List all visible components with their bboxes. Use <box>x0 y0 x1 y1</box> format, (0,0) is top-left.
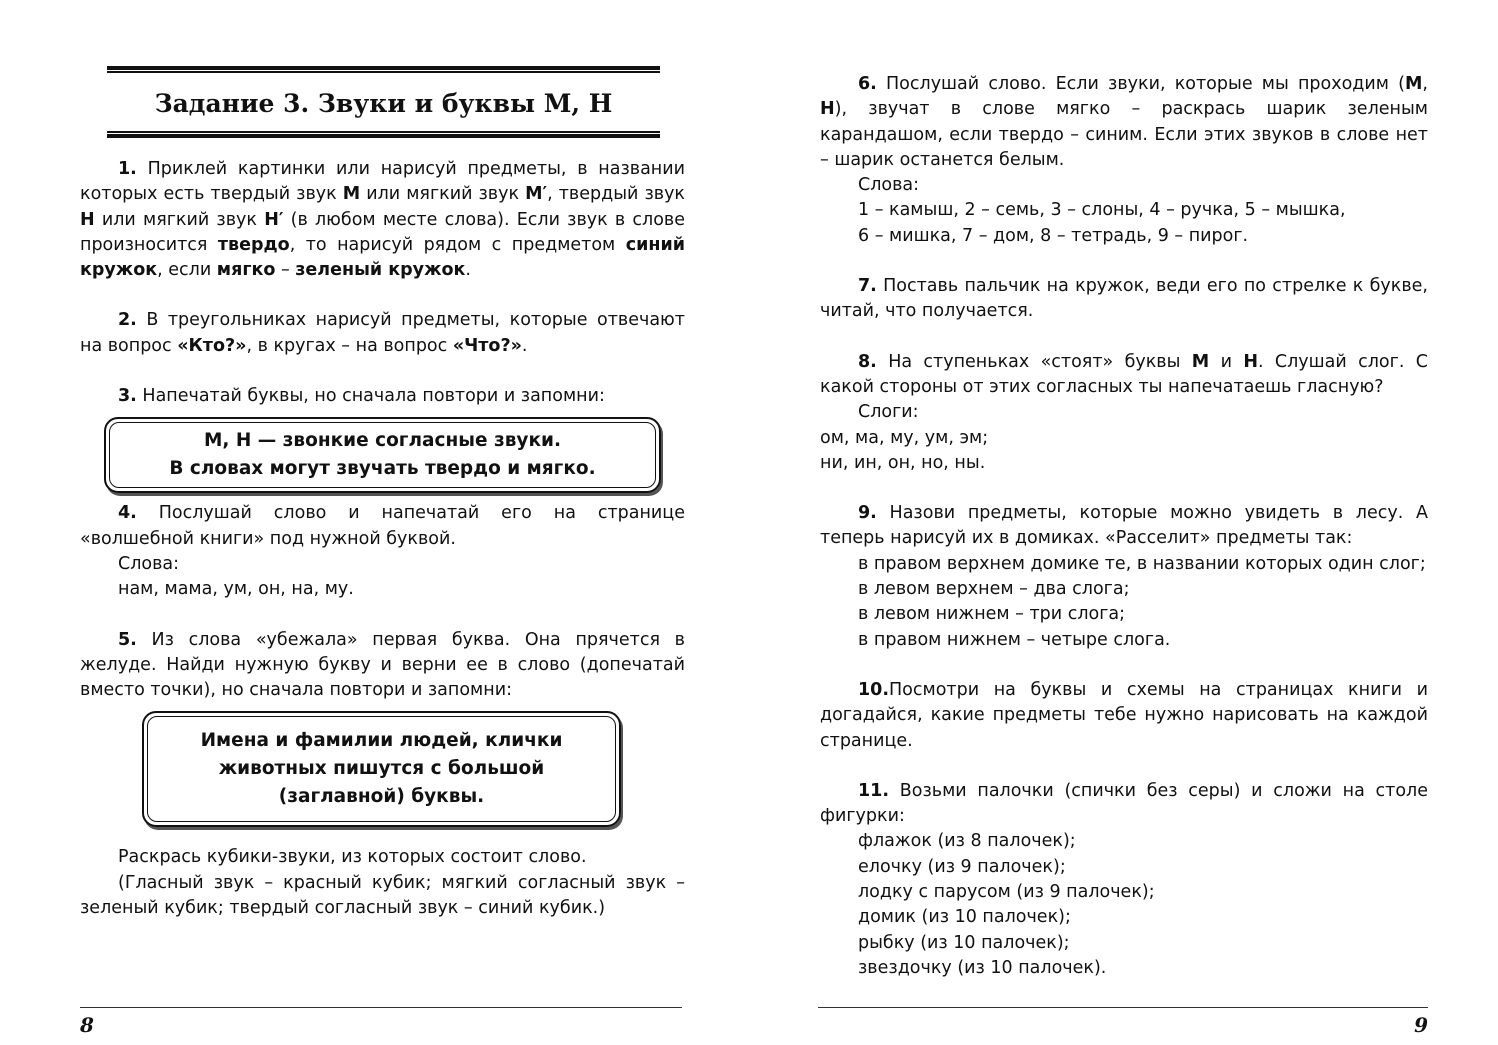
task-3 <box>80 384 685 409</box>
task-number: 3. <box>118 386 137 407</box>
task-number: 1. <box>118 159 137 179</box>
task-number: 11. <box>858 780 890 801</box>
task-number: 9. <box>858 503 877 524</box>
emphasis: зеленый кружок <box>295 260 466 281</box>
right-page-content <box>820 72 1428 981</box>
page-title: Задание 3. Звуки и буквы М, Н <box>154 89 613 118</box>
words-list: нам, мама, ум, он, на, му. <box>118 579 354 600</box>
task-number: 7. <box>858 276 877 297</box>
letter: Н <box>1243 351 1258 372</box>
list-item: в правом верхнем домике те, в названии которых один слог; <box>858 553 1426 574</box>
spacer <box>820 325 1428 350</box>
rule-box-inner <box>147 716 616 822</box>
rule-line: (заглавной) буквы. <box>278 786 485 808</box>
task-number: 10. <box>858 679 890 700</box>
task-11 <box>820 779 1428 830</box>
title-block <box>107 66 660 138</box>
rule-box-consonants <box>104 417 661 493</box>
right-page <box>818 0 1428 1045</box>
task-4 <box>80 501 685 552</box>
task-text: и <box>1209 351 1244 372</box>
spacer <box>80 359 685 384</box>
spacer <box>80 603 685 628</box>
left-page <box>80 0 685 1045</box>
emphasis: «Кто?» <box>177 335 247 356</box>
task-text: Поставь пальчик на кружок, веди его по стрелке к букве, читай, что получается. <box>820 276 1428 322</box>
task-number: 2. <box>118 310 137 331</box>
task-number: 6. <box>858 74 877 94</box>
letter: Н′ <box>264 209 284 230</box>
task-2 <box>80 308 685 359</box>
task-text: . <box>465 260 471 281</box>
letter: Н <box>80 209 95 230</box>
task-number: 5. <box>118 629 137 650</box>
task-text: В треугольниках нарисуй предметы, которые отвечают на вопрос <box>80 310 685 356</box>
task-text: (в любом месте слова). Если звук в слове произносится <box>80 209 686 255</box>
words-list: 6 – мишка, 7 – дом, 8 – тетрадь, 9 – пирог. <box>858 225 1249 246</box>
task-text: , твердый звук <box>547 184 685 205</box>
left-page-content <box>80 157 685 921</box>
list-item: в правом нижнем – четыре слога. <box>858 629 1171 650</box>
task-number: 8. <box>858 351 877 372</box>
task-text: Послушай слово и напечатай его на странице «волшебной книги» под нужной буквой. <box>80 503 685 549</box>
task-text: Посмотри на буквы и схемы на страницах книги и догадайся, какие предметы тебе нужно нарисовать на каждой странице. <box>820 679 1428 751</box>
syllables-label: Слоги: <box>858 402 919 423</box>
coloring-legend: (Гласный звук – красный кубик; мягкий согласный звук – зеленый кубик; твердый согласный звук – синий кубик.) <box>80 872 685 919</box>
task-8 <box>820 350 1428 401</box>
title-rule-top <box>107 66 660 73</box>
task-text: – <box>275 260 296 281</box>
list-item: лодку с парусом (из 9 палочек); <box>858 882 1155 903</box>
spacer <box>80 835 685 845</box>
task-text: Послушай слово. Если звуки, которые мы проходим ( <box>886 74 1405 94</box>
rule-box-inner <box>109 422 656 488</box>
words-label: Слова: <box>858 175 920 196</box>
letter: Н <box>820 99 835 120</box>
task-6 <box>820 72 1428 173</box>
title-rule-bottom <box>107 131 660 138</box>
words-list: 1 – камыш, 2 – семь, 3 – слоны, 4 – ручка, 5 – мышка, <box>858 200 1346 221</box>
list-item: в левом верхнем – два слога; <box>858 579 1130 600</box>
task-number: 4. <box>118 503 137 524</box>
rule-line: животных пишутся с большой <box>218 758 545 780</box>
rule-line: Имена и фамилии людей, клички <box>200 730 563 752</box>
syllables-list: ом, ма, му, ум, эм; <box>820 427 989 448</box>
page-number: 9 <box>1414 1013 1428 1037</box>
task-text: Приклей картинки или нарисуй предметы, в названии которых есть твердый звук <box>80 159 685 205</box>
footer-rule <box>80 1007 682 1008</box>
syllables-list: ни, ин, он, но, ны. <box>820 452 986 473</box>
spacer <box>80 283 685 308</box>
list-item: в левом нижнем – три слога; <box>858 604 1126 625</box>
coloring-instruction: Раскрась кубики-звуки, из которых состоит слово. <box>118 847 587 868</box>
footer-rule <box>818 1007 1428 1008</box>
list-item: флажок (из 8 палочек); <box>858 831 1076 852</box>
spacer <box>820 476 1428 501</box>
task-5 <box>80 628 685 704</box>
list-item: рыбку (из 10 палочек); <box>858 932 1070 953</box>
letter: М′ <box>525 184 548 205</box>
spacer <box>820 754 1428 779</box>
rule-box-capitals <box>142 711 621 827</box>
task-text: , если <box>157 260 217 281</box>
task-text: Возьми палочки (спички без серы) и сложи на столе фигурки: <box>820 780 1428 827</box>
letter: М <box>342 184 361 205</box>
task-text: или мягкий звук <box>94 209 265 230</box>
task-1 <box>80 157 685 283</box>
emphasis: твердо <box>217 234 290 255</box>
task-text: Назови предметы, которые можно увидеть в лесу. А теперь нарисуй их в домиках. «Расселит» предметы так: <box>820 503 1428 549</box>
letter: М <box>1404 74 1423 94</box>
spacer <box>820 249 1428 274</box>
task-10 <box>820 678 1428 754</box>
words-label: Слова: <box>118 553 180 574</box>
task-text: . Слушай слог. С какой стороны от этих согласных ты напечатаешь гласную? <box>820 351 1428 397</box>
list-item: елочку (из 9 палочек); <box>858 856 1066 877</box>
spacer <box>820 653 1428 678</box>
task-7 <box>820 274 1428 325</box>
rule-line: М, Н — звонкие согласные звуки. <box>203 430 562 452</box>
emphasis: мягко <box>216 260 276 281</box>
task-9 <box>820 501 1428 552</box>
list-item: звездочку (из 10 палочек). <box>858 957 1107 978</box>
rule-line: В словах могут звучать твердо и мягко. <box>169 458 596 480</box>
task-text: ), звучат в слове мягко – раскрась шарик зеленым карандашом, если твердо – синим. Если этих звуков в слове нет – шарик останется белым. <box>820 99 1428 170</box>
list-item: домик (из 10 палочек); <box>858 907 1071 928</box>
page-number: 8 <box>80 1013 94 1037</box>
task-text: Напечатай буквы, но сначала повтори и запомни: <box>142 386 605 407</box>
task-text: , то нарисуй рядом с предметом <box>289 234 626 255</box>
task-text: На ступеньках «стоят» буквы <box>888 351 1192 372</box>
task-text: . <box>521 335 528 356</box>
task-text: , <box>1422 74 1428 94</box>
emphasis: синий кружок <box>80 234 685 281</box>
task-text: или мягкий звук <box>360 184 526 205</box>
emphasis: «Что?» <box>452 335 522 356</box>
task-text: , в кругах – на вопрос <box>246 335 453 356</box>
letter: М <box>1191 351 1210 372</box>
task-text: Из слова «убежала» первая буква. Она прячется в желуде. Найди нужную букву и верни ее в слово (допечатай вместо точки), но сначала повтори и запомни: <box>80 629 685 701</box>
